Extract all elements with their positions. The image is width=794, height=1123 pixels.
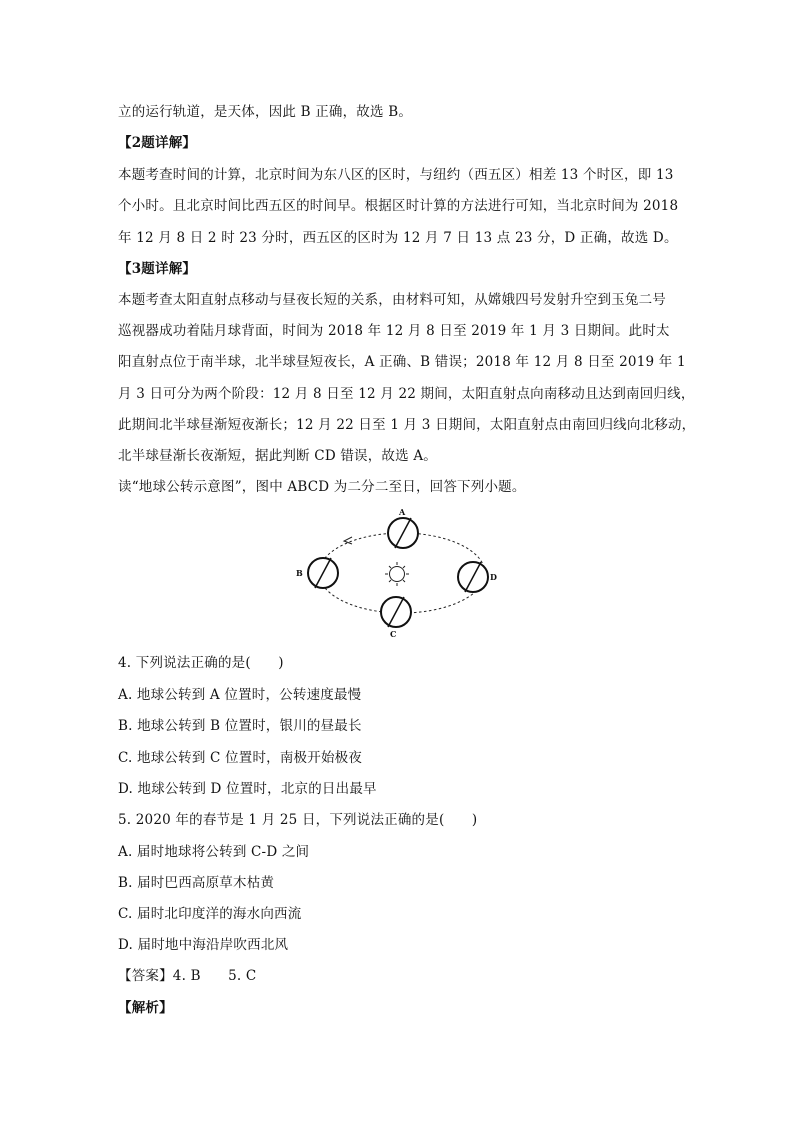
label-b: B: [296, 568, 303, 578]
text-line: 个小时。且北京时间比西五区的时间早。根据区时计算的方法进行可知，当北京时间为 2018: [118, 198, 679, 214]
question-option: C. 届时北印度洋的海水向西流: [118, 906, 302, 922]
text-line: 读“地球公转示意图”，图中 ABCD 为二分二至日，回答下列小题。: [118, 479, 526, 495]
question-option: D. 届时地中海沿岸吹西北风: [118, 937, 289, 953]
text-line: 阳直射点位于南半球，北半球昼短夜长，A 正确、B 错误；2018 年 12 月 8 日至 2019 年 1: [118, 354, 686, 370]
earth-position-a: [388, 518, 418, 548]
earth-position-b: [308, 558, 338, 588]
earth-position-d: [458, 562, 488, 592]
earth-position-c: [381, 597, 411, 627]
text-line: 巡视器成功着陆月球背面，时间为 2018 年 12 月 8 日至 2019 年 1 月 3 日期间。此时太: [118, 323, 670, 339]
sun-icon: [385, 562, 409, 586]
text-line: 本题考查时间的计算，北京时间为东八区的区时，与纽约（西五区）相差 13 个时区，即 13: [118, 167, 674, 183]
question-option: A. 届时地球将公转到 C-D 之间: [118, 844, 310, 860]
question-stem: 4. 下列说法正确的是( ): [118, 655, 284, 671]
text-line: 北半球昼渐长夜渐短，据此判断 CD 错误，故选 A。: [118, 448, 437, 464]
analysis-heading: 【解析】: [118, 1000, 173, 1016]
question-stem: 5. 2020 年的春节是 1 月 25 日，下列说法正确的是( ): [118, 812, 478, 828]
text-line: 月 3 日可分为两个阶段：12 月 8 日至 12 月 22 期间，太阳直射点向南移动且达到南回归线，: [118, 386, 695, 402]
text-line: 年 12 月 8 日 2 时 23 分时，西五区的区时为 12 月 7 日 13 点 23 分，D 正确，故选 D。: [118, 230, 678, 246]
question-option: C. 地球公转到 C 位置时，南极开始极夜: [118, 750, 363, 766]
question-option: B. 地球公转到 B 位置时，银川的昼最长: [118, 718, 362, 734]
earth-revolution-diagram: [290, 506, 520, 646]
label-c: C: [390, 629, 397, 639]
question-option: D. 地球公转到 D 位置时，北京的日出最早: [118, 781, 377, 797]
orbit-svg: [290, 506, 520, 646]
question-option: A. 地球公转到 A 位置时，公转速度最慢: [118, 687, 362, 703]
text-line: 立的运行轨道，是天体，因此 B 正确，故选 B。: [118, 104, 413, 120]
label-d: D: [490, 572, 497, 582]
answer-line: 【答案】4. B 5. C: [118, 968, 257, 984]
question-option: B. 届时巴西高原草木枯黄: [118, 875, 275, 891]
text-line: 本题考查太阳直射点移动与昼夜长短的关系，由材料可知，从嫦娥四号发射升空到玉兔二号: [118, 292, 666, 308]
label-a: A: [399, 507, 406, 517]
section-heading: 【2题详解】: [118, 135, 197, 151]
direction-arrow-icon: [344, 537, 352, 544]
section-heading: 【3题详解】: [118, 261, 197, 277]
text-line: 此期间北半球昼渐短夜渐长；12 月 22 日至 1 月 3 日期间，太阳直射点由南回归线向北移动，: [118, 417, 696, 433]
